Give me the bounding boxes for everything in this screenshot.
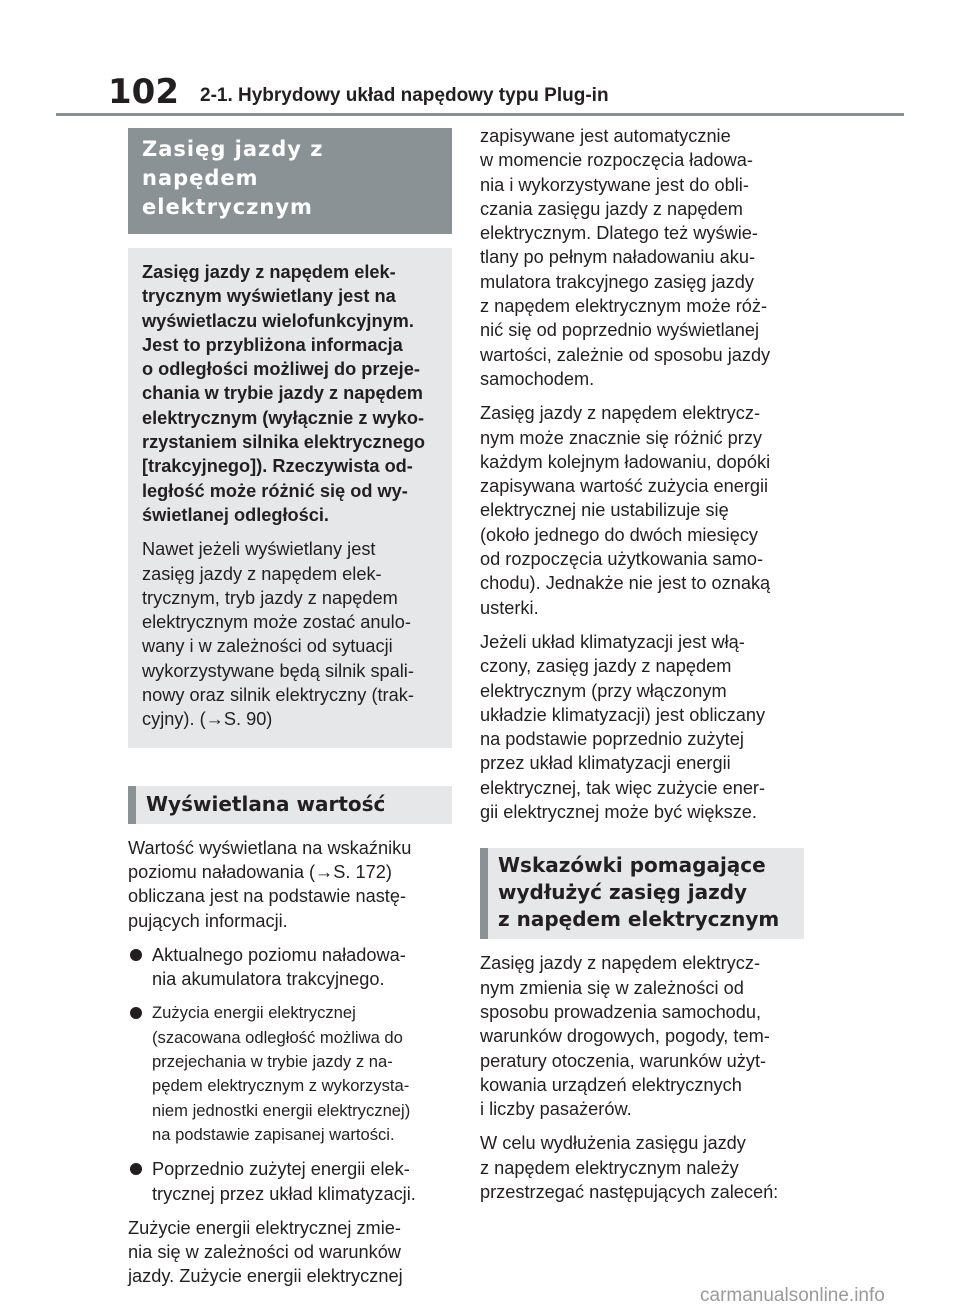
intro-paragraph: [128, 836, 452, 933]
section-title-line: wydłużyć zasięg jazdy: [498, 880, 748, 905]
bullet-icon: [130, 949, 142, 961]
text-line: z napędem elektrycznym należy: [480, 1157, 739, 1178]
text-line: nia i wykorzystywane jest do obli-: [480, 174, 749, 195]
text-line: zapisywana wartość zużycia energii: [480, 476, 769, 497]
text-line: i liczby pasażerów.: [480, 1099, 632, 1120]
info-box-note: [142, 537, 438, 731]
text-line: elektrycznym (przy włączonym: [480, 680, 727, 701]
text-line: [trakcyjnego]). Rzeczywista od-: [142, 456, 413, 477]
text-line: nym zmienia się w zależności od: [480, 977, 744, 998]
section-title-ev-range: [128, 128, 452, 234]
text-line: od rozpoczęcia użytkowania samo-: [480, 549, 764, 570]
paragraph: [480, 124, 804, 391]
right-column: [480, 124, 804, 1204]
list-item: [128, 1001, 452, 1147]
text-line: elektrycznym może zostać anulo-: [142, 612, 411, 633]
text-line: samochodem.: [480, 368, 595, 389]
info-box-bold-text: [142, 260, 438, 527]
header-divider: [56, 113, 904, 116]
text-line: usterki.: [480, 597, 539, 618]
text-line: przestrzegać następujących zaleceń:: [480, 1181, 779, 1202]
section-title-range-tips: [480, 848, 804, 939]
text-line: Zużycia energii elektrycznej: [152, 1003, 356, 1023]
text-line: Wartość wyświetlana na wskaźniku: [128, 837, 412, 858]
section-title-line: Zasięg jazdy z napędem: [142, 137, 324, 190]
text-line: zapisywane jest automatycznie: [480, 126, 731, 146]
text-line: nowy oraz silnik elektryczny (trak-: [142, 685, 414, 706]
text-line: W celu wydłużenia zasięgu jazdy: [480, 1133, 746, 1154]
paragraph: [480, 1131, 804, 1204]
text-line: na podstawie zapisanej wartości.: [152, 1124, 395, 1144]
text-line: (szacowana odległość możliwa do: [152, 1027, 403, 1047]
text-line: trycznej przez układ klimatyzacji.: [152, 1183, 416, 1204]
text-line: nym może znacznie się różnić przy: [480, 427, 763, 448]
paragraph: [480, 951, 804, 1121]
bullet-icon: [130, 1007, 142, 1019]
info-box: [128, 248, 452, 748]
text-line: w momencie rozpoczęcia ładowa-: [480, 150, 753, 171]
paragraph: [480, 630, 804, 824]
text-line: przejechania w trybie jazdy z na-: [152, 1052, 393, 1072]
text-line: o odległości możliwej do przeje-: [142, 359, 420, 380]
text-line: Jeżeli układ klimatyzacji jest włą-: [480, 631, 745, 652]
text-line: elektrycznym. Dlatego też wyświe-: [480, 223, 758, 244]
left-column: [128, 128, 452, 1289]
text-line: (około jednego do dwóch miesięcy: [480, 524, 759, 545]
text-line: kowania urządzeń elektrycznych: [480, 1074, 742, 1095]
section-title-line: z napędem elektrycznym: [498, 907, 780, 932]
text-line: pujących informacji.: [128, 910, 288, 931]
section-title-line: Wskazówki pomagające: [498, 853, 766, 878]
text-line: przez układ klimatyzacji energii: [480, 753, 731, 774]
text-line: tlany po pełnym naładowaniu aku-: [480, 247, 756, 268]
section-title-text: Wyświetlana wartość: [146, 791, 386, 816]
text-line: nić się od poprzednio wyświetlanej: [480, 320, 760, 341]
paragraph: [480, 401, 804, 620]
text-line: niem jednostki energii elektrycznej): [152, 1100, 411, 1120]
text-line: Zasięg jazdy z napędem elek-: [142, 262, 396, 282]
bullet-icon: [130, 1163, 142, 1175]
text-line: zasięg jazdy z napędem elek-: [142, 563, 382, 584]
text-line: wartości, zależnie od sposobu jazdy: [480, 344, 771, 365]
text-line: cyjny). (→S. 90): [142, 709, 273, 730]
text-line: sposobu prowadzenia samochodu,: [480, 1001, 762, 1022]
text-line: Jest to przybliżona informacja: [142, 334, 403, 355]
section-title-displayed-value: [128, 786, 452, 824]
text-line: Poprzednio zużytej energii elek-: [152, 1159, 410, 1180]
text-line: Nawet jeżeli wyświetlany jest: [142, 539, 376, 560]
text-line: wykorzystywane będą silnik spali-: [142, 660, 414, 681]
text-line: peratury otoczenia, warunków użyt-: [480, 1050, 767, 1071]
text-line: z napędem elektrycznym może róż-: [480, 296, 768, 317]
list-item: [128, 1157, 452, 1206]
text-line: wany i w zależności od sytuacji: [142, 636, 393, 657]
running-header: 2-1. Hybrydowy układ napędowy typu Plug-in: [200, 85, 609, 106]
text-line: czania zasięgu jazdy z napędem: [480, 198, 743, 219]
list-item: [128, 943, 452, 992]
text-line: układzie klimatyzacji) jest obliczany: [480, 704, 766, 725]
text-line: elektrycznej nie ustabilizuje się: [480, 500, 729, 521]
text-line: trycznym, tryb jazdy z napędem: [142, 587, 398, 608]
text-line: mulatora trakcyjnego zasięg jazdy: [480, 271, 754, 292]
text-line: Zużycie energii elektrycznej zmie-: [128, 1217, 401, 1238]
text-line: na podstawie poprzednio zużytej: [480, 729, 744, 750]
text-line: obliczana jest na podstawie nastę-: [128, 886, 407, 907]
text-line: warunków drogowych, pogody, tem-: [480, 1026, 770, 1047]
text-line: Zasięg jazdy z napędem elektrycz-: [480, 403, 761, 424]
text-line: Zasięg jazdy z napędem elektrycz-: [480, 953, 761, 974]
text-line: czony, zasięg jazdy z napędem: [480, 656, 732, 677]
text-line: trycznym wyświetlany jest na: [142, 286, 396, 307]
text-line: każdym kolejnym ładowaniu, dopóki: [480, 451, 771, 472]
text-line: świetlanej odległości.: [142, 504, 329, 525]
text-line: gii elektrycznej może być większe.: [480, 802, 757, 823]
text-line: nia akumulatora trakcyjnego.: [152, 969, 385, 990]
text-line: ległość może różnić się od wy-: [142, 480, 408, 501]
text-line: pędem elektrycznym z wykorzysta-: [152, 1076, 410, 1096]
text-line: Aktualnego poziomu naładowa-: [152, 944, 406, 965]
closing-paragraph: [128, 1216, 452, 1289]
text-line: chodu). Jednakże nie jest to oznaką: [480, 573, 771, 594]
text-line: elektrycznej, tak więc zużycie ener-: [480, 777, 766, 798]
watermark: carmanualsonline.info: [700, 1285, 885, 1306]
text-line: elektrycznym (wyłącznie z wyko-: [142, 407, 425, 428]
page-number: 102: [108, 72, 179, 112]
text-line: wyświetlaczu wielofunkcyjnym.: [142, 310, 414, 331]
info-list: [128, 943, 452, 1206]
text-line: jazdy. Zużycie energii elektrycznej: [128, 1266, 403, 1287]
section-title-line: elektrycznym: [142, 195, 313, 219]
text-line: rzystaniem silnika elektrycznego: [142, 432, 426, 453]
text-line: chania w trybie jazdy z napędem: [142, 383, 423, 404]
text-line: poziomu naładowania (→S. 172): [128, 861, 392, 882]
text-line: nia się w zależności od warunków: [128, 1242, 401, 1263]
